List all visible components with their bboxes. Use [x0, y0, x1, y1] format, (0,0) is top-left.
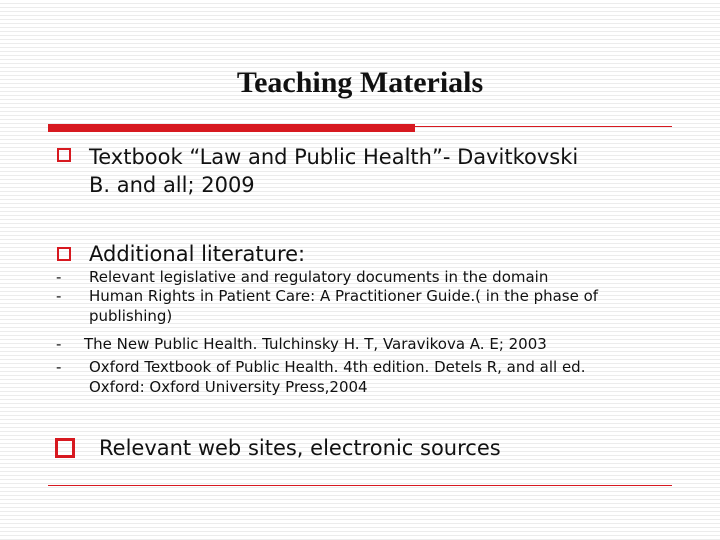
dash-marker: -: [56, 287, 62, 305]
title-underline-thin: [415, 126, 672, 127]
literature-item-oxford-textbook: Oxford Textbook of Public Health. 4th edition. Detels R, and all ed.: [89, 358, 586, 376]
square-bullet-icon: [57, 148, 71, 162]
web-sources-item: Relevant web sites, electronic sources: [99, 436, 501, 460]
dash-marker: -: [56, 335, 62, 353]
dash-marker: -: [56, 268, 62, 286]
square-bullet-icon: [55, 438, 75, 458]
literature-item-human-rights-cont: publishing): [89, 307, 173, 325]
title-underline-thick: [48, 124, 415, 132]
literature-item-legislative: Relevant legislative and regulatory documents in the domain: [89, 268, 549, 286]
textbook-line-2: B. and all; 2009: [89, 173, 255, 197]
textbook-line-1: Textbook “Law and Public Health”- Davitkovski: [89, 145, 579, 169]
literature-item-oxford-publisher: Oxford: Oxford University Press,2004: [89, 378, 368, 396]
square-bullet-icon: [57, 247, 71, 261]
additional-literature-heading: Additional literature:: [89, 242, 306, 266]
slide-title: Teaching Materials: [236, 66, 484, 99]
literature-item-human-rights: Human Rights in Patient Care: A Practitioner Guide.( in the phase of: [89, 287, 599, 305]
dash-marker: -: [56, 358, 62, 376]
literature-item-new-public-health: The New Public Health. Tulchinsky H. T, Varavikova A. E; 2003: [84, 335, 547, 353]
bottom-rule: [48, 485, 672, 486]
